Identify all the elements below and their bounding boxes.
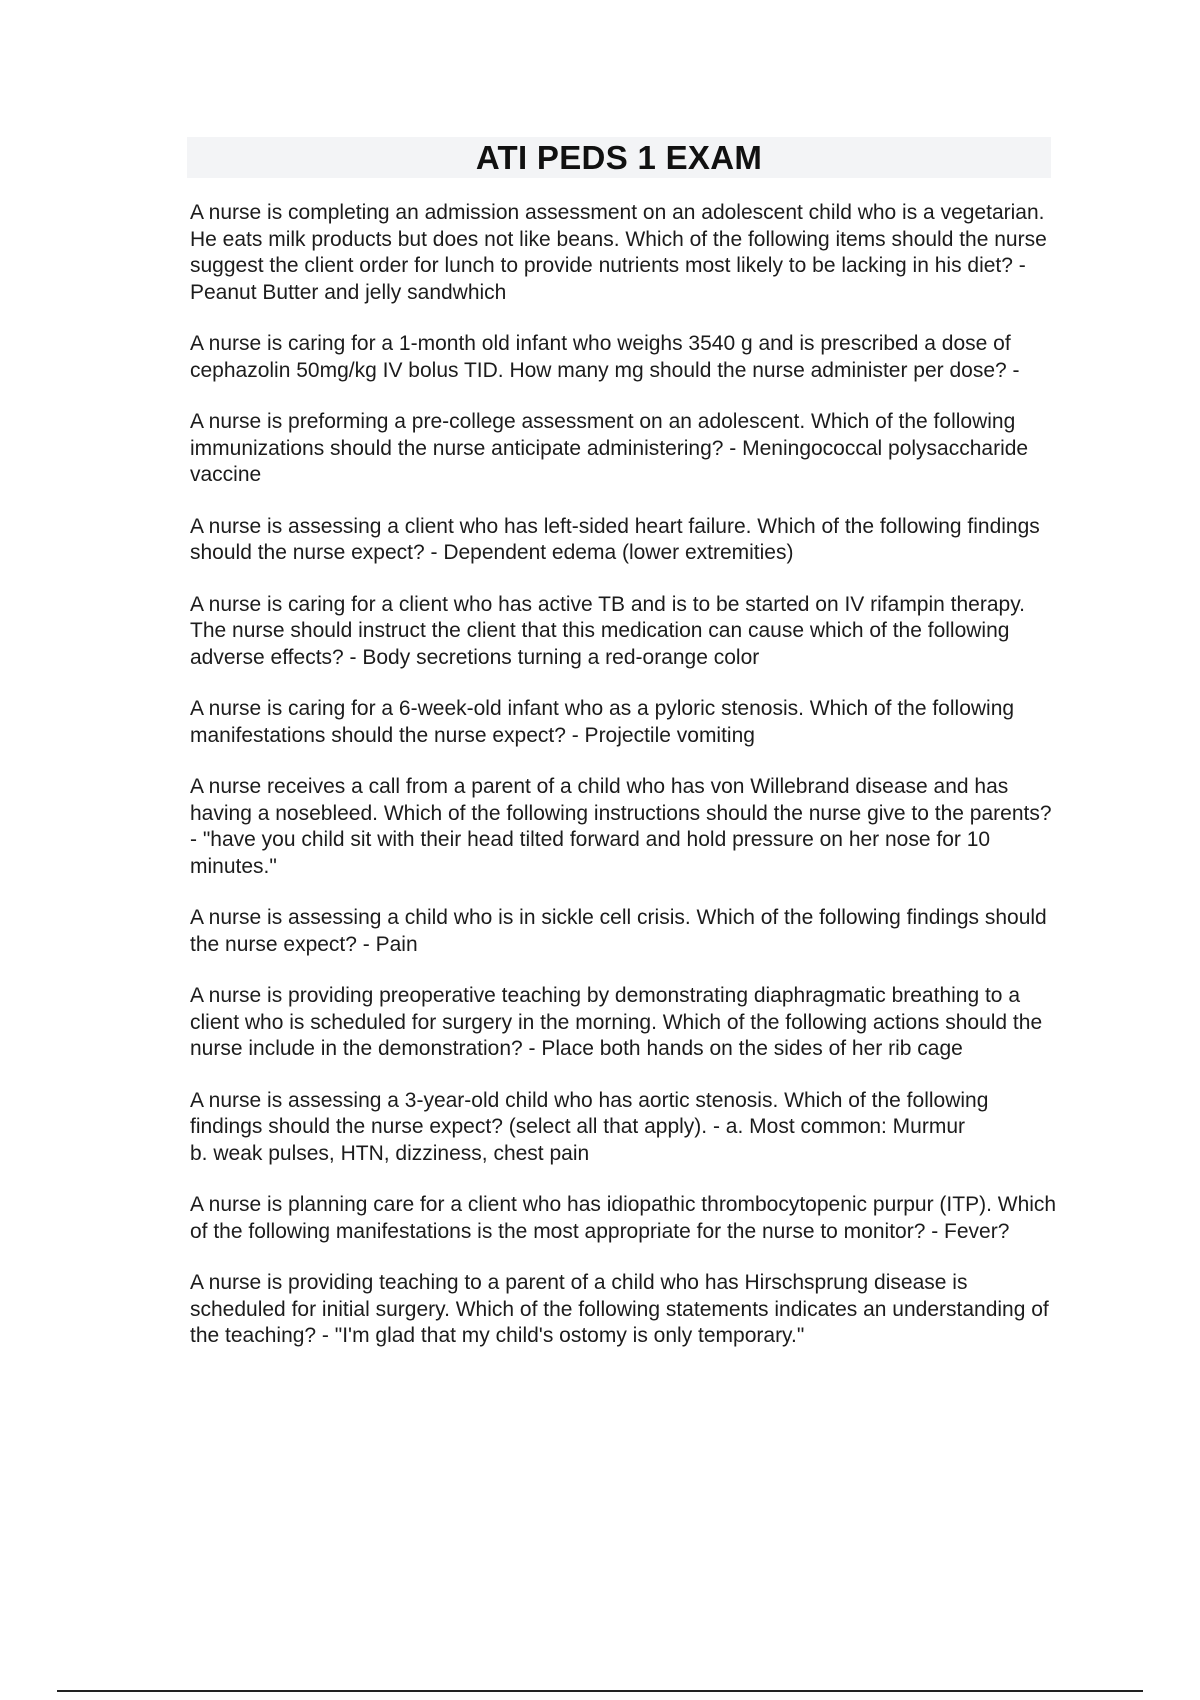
question-text: A nurse is providing teaching to a parent of a child who has Hirschsprung disease is scheduled for initial surgery. Which of the following statements indicates an understanding of the teaching? - "I'm glad that my child's ostomy is only temporary." xyxy=(190,1271,1049,1347)
question-text: A nurse is assessing a 3-year-old child who has aortic stenosis. Which of the following findings should the nurse expect? (select all that apply). - a. Most common: Murmur xyxy=(190,1088,989,1138)
question-item-2 xyxy=(190,331,1060,384)
question-item-12 xyxy=(190,1270,1060,1350)
question-text: A nurse is caring for a 1-month old infant who weighs 3540 g and is prescribed a dose of cephazolin 50mg/kg IV bolus TID. How many mg should the nurse administer per dose? - xyxy=(190,332,1020,382)
question-text: A nurse is providing preoperative teaching by demonstrating diaphragmatic breathing to a client who is scheduled for surgery in the morning. Which of the following actions should the nurse include in the demonstration? - Place both hands on the sides of her rib cage xyxy=(190,984,1043,1060)
question-item-4 xyxy=(190,514,1060,567)
question-item-3 xyxy=(190,409,1060,489)
question-list xyxy=(190,200,1060,1375)
question-item-7 xyxy=(190,774,1060,880)
question-text: A nurse is assessing a child who is in sickle cell crisis. Which of the following findings should the nurse expect? - Pain xyxy=(190,906,1047,956)
question-answer-extra: b. weak pulses, HTN, dizziness, chest pain xyxy=(190,1141,590,1165)
question-item-1 xyxy=(190,200,1060,306)
question-text: A nurse is caring for a client who has active TB and is to be started on IV rifampin therapy. The nurse should instruct the client that this medication can cause which of the following adverse effects? - Body secretions turning a red-orange color xyxy=(190,592,1025,669)
question-text: A nurse is preforming a pre-college assessment on an adolescent. Which of the following immunizations should the nurse anticipate administering? - Meningococcal polysaccharide vaccine xyxy=(190,410,1029,486)
question-text: A nurse is completing an admission assessment on an adolescent child who is a vegetarian. He eats milk products but does not like beans. Which of the following items should the nurse suggest the client order for lunch to provide nutrients most likely to be lacking in his diet? - Peanut Butter and jelly sandwhich xyxy=(190,201,1047,304)
question-text: A nurse is assessing a client who has left-sided heart failure. Which of the following findings should the nurse expect? - Dependent edema (lower extremities) xyxy=(190,514,1040,564)
footer-divider xyxy=(57,1690,1143,1692)
question-item-5 xyxy=(190,592,1060,672)
question-text: A nurse receives a call from a parent of a child who has von Willebrand disease and has having a nosebleed. Which of the following instructions should the nurse give to the parents? - "have you child sit with their head tilted forward and hold pressure on her nose for 10 minutes." xyxy=(190,775,1052,878)
question-item-10 xyxy=(190,1088,1060,1168)
question-text: A nurse is planning care for a client who has idiopathic thrombocytopenic purpur (ITP). Which of the following manifestations is the most appropriate for the nurse to monitor? - Fever? xyxy=(190,1193,1057,1243)
question-item-11 xyxy=(190,1192,1060,1245)
question-item-8 xyxy=(190,905,1060,958)
document-title: ATI PEDS 1 EXAM xyxy=(187,137,1051,178)
question-item-6 xyxy=(190,696,1060,749)
question-item-9 xyxy=(190,983,1060,1063)
question-text: A nurse is caring for a 6-week-old infant who as a pyloric stenosis. Which of the following manifestations should the nurse expect? - Projectile vomiting xyxy=(190,697,1015,747)
